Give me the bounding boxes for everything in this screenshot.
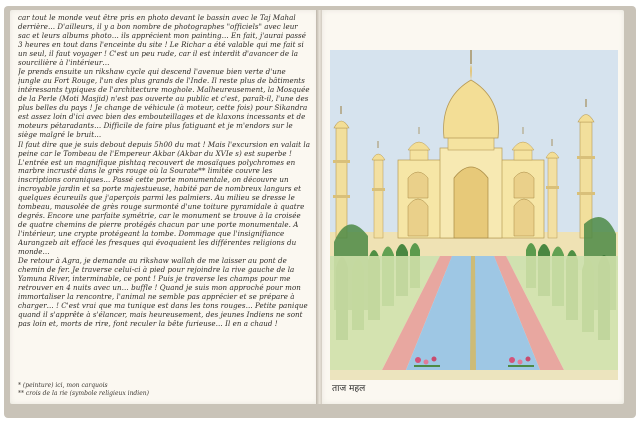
handwritten-journal-text — [18, 14, 310, 380]
journal-paragraph: car tout le monde veut être pris en photo devant le bassin avec le Taj Mahal derrière… D'ailleurs, il y a bon nombre de photographes "officiels" avec leur sac et leurs albums photo… ils apprécient mon painting… En fait, j'aurai passé 3 heures en tout dans l'enceinte du site ! Le Richar a été valable qui me fait si un seul, il faut voyager ! C'est un peu rude, car il est interdit d'avancer de la sourcilière à l'intérieur… — [18, 14, 306, 67]
footnote: * (peinture) ici, mon carquois — [18, 382, 108, 389]
journal-paragraph: Il faut dire que je suis debout depuis 5h00 du mat ! Mais l'excursion en valait la peine car le Tombeau de l'Empereur Akbar (Akbar du XVIe s) est superbe ! L'entrée est un magnifique pishtaq recouvert de mosaïques polychromes en marbre incrusté dans le grès rouge où la Sourate** limitée couvre les inscriptions coraniques… Passé cette porte monumentale, on découvre un incroyable jardin et sa porte majestueuse, habité par de nombreux langurs et quelques écureuils que j'aperçois parmi les palmiers. Au milieu se dresse le tombeau, mausolée de grès rouge surmonté d'une toiture pyramidale à quatre degrés. Encore une parfaite symétrie, car le monument se trouve à la croisée de quatre chemins de pierre protégés chacun par une porte monumentale. A l'intérieur, une crypte protégeant la tombe. Dommage que l'insignifiance Aurangzeb ait effacé les fresques qui évoquaient les différentes religions du monde… — [18, 139, 310, 256]
journal-paragraph: Je prends ensuite un rikshaw cycle qui descend l'avenue bien verte d'une jungle au Fort Rouge, l'un des plus grands de l'Inde. Il reste plus de bâtiments intéressants typiques de l'architecture moghole. Malheureusement, la Mosquée de la Perle (Moti Masjid) n'est pas ouverte au public et c'est, paraît-il, l'une des plus belles du pays ! Je change de véhicule (à moteur, cette fois) pour Sikandra est assez loin d'ici avec bien des embouteillages et de klaxons incessants et de moteurs pétaradants… Difficile de faire plus fatiguant et je m'endors sur le siège malgré le bruit… — [18, 67, 310, 139]
footnote: ** crois de la rie (symbole religieux indien) — [18, 389, 149, 397]
fountain-channel — [470, 256, 476, 370]
right-minaret — [577, 99, 595, 238]
painting-caption: ताज महल — [332, 384, 366, 394]
mausoleum-facade — [398, 148, 544, 238]
taj-mahal-painting — [322, 10, 624, 404]
journal-paragraph: De retour à Agra, je demande au rikshaw wallah de me laisser au pont de chemin de fer. Je traverse celui-ci à pied pour rejoindre la rive gauche de la Yamuna River, interminable, ce pont ! Puis je traverse les champs pour me retrouver en 4 nuits avec un… buffle ! Quand je suis mon approché pour mon immortaliser la rencontre, l'animal ne semble pas apprécier et se prépare à charger… ! C'est vrai que ma tunique est dans les tons rouges… Petite panique quand il s'apprête à s'élancer, mais heureusement, des jeunes Indiens ne sont pas loin et, morts de rire, font reculer la bête furieuse… Il en a chaud ! — [18, 256, 308, 328]
footnotes — [18, 382, 310, 397]
foreground-ground — [330, 370, 618, 380]
